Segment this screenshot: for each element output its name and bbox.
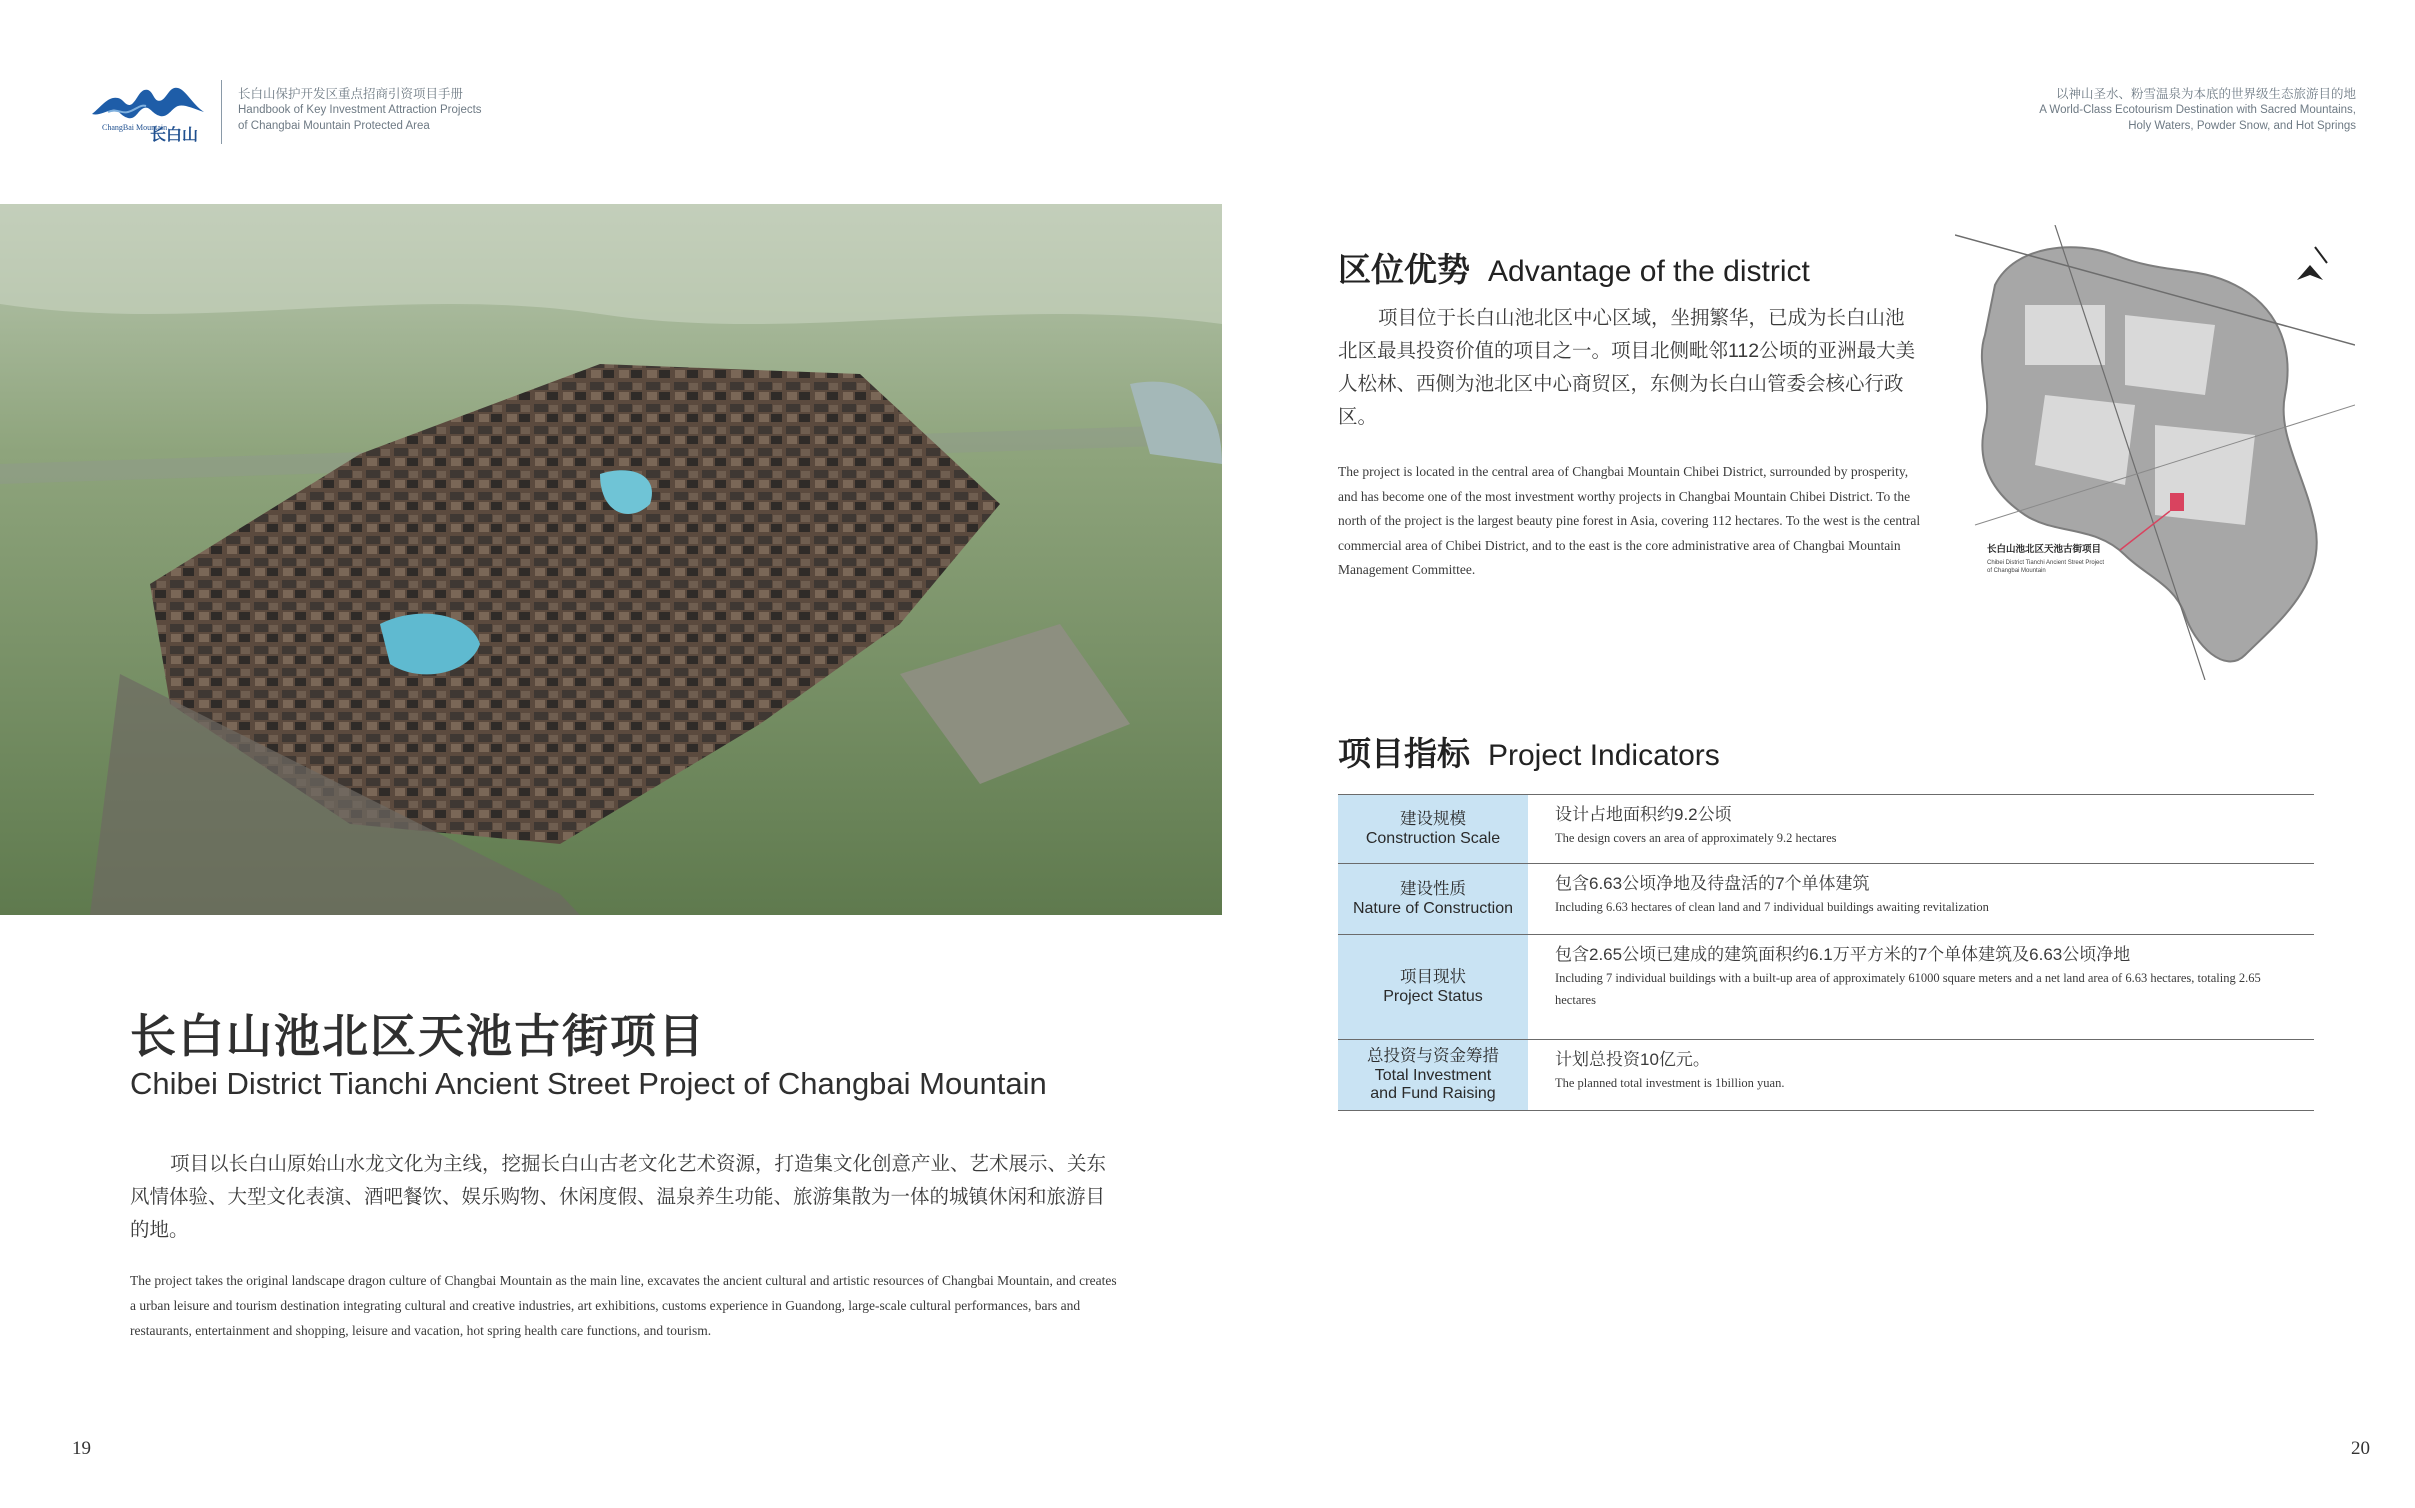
header-divider (221, 80, 222, 144)
indicator-label (1338, 864, 1529, 934)
district-description-cn: 项目位于长白山池北区中心区域，坐拥繁华，已成为长白山池北区最具投资价值的项目之一。项目北侧毗邻112公顷的亚洲最大美人松林、西侧为池北区中心商贸区，东侧为长白山管委会核心行政区。 (1338, 307, 1916, 428)
project-site-marker (2170, 493, 2184, 511)
indicators-heading-cn: 项目指标 (1338, 735, 1470, 772)
indicator-row-project-status (1338, 935, 2314, 1040)
indicator-value-en: Including 7 individual buildings with a built-up area of approximately 61000 square meters and a net land area of 6.63 hectares, totaling 2.65 hectares (1555, 971, 2261, 1007)
indicator-value-en: The design covers an area of approximately 9.2 hectares (1555, 831, 1837, 845)
project-description-en: The project takes the original landscape dragon culture of Changbai Mountain as the main line, excavates the ancient cultural and artistic resources of Changbai Mountain, and creates a urban leisure and tourism destination integrating cultural and creative industries, art exhibitions, customs experience in Guandong, large-scale cultural performances, bars and restaurants, entertainment and shopping, leisure and vacation, hot spring health care functions, and tourism. (130, 1273, 1117, 1338)
indicator-value (1529, 935, 2314, 1039)
indicator-label (1338, 1040, 1529, 1110)
changbai-logo (88, 78, 208, 146)
handbook-title-en-2: of Changbai Mountain Protected Area (238, 120, 430, 132)
north-arrow-icon (2297, 247, 2327, 280)
slogan-en-2: Holy Waters, Powder Snow, and Hot Springs (2128, 120, 2356, 132)
indicator-value-cn: 设计占地面积约9.2公顷 (1555, 805, 1732, 824)
indicator-value-cn: 计划总投资10亿元。 (1555, 1050, 1710, 1069)
indicator-value-cn: 包含6.63公顷净地及待盘活的7个单体建筑 (1555, 874, 1870, 893)
indicator-value-en: Including 6.63 hectares of clean land and 7 individual buildings awaiting revitalization (1555, 900, 1989, 914)
indicator-value-en: The planned total investment is 1billion yuan. (1555, 1076, 1785, 1090)
indicator-label (1338, 935, 1529, 1039)
indicator-label-cn: 建设性质 (1400, 880, 1466, 898)
indicator-row-total-investment (1338, 1040, 2314, 1111)
district-heading-cn: 区位优势 (1338, 251, 1470, 288)
indicators-heading (1338, 728, 1720, 775)
slogan-en-1: A World-Class Ecotourism Destination with Sacred Mountains, (2039, 104, 2356, 116)
map-label-en-1: Chibei District Tianchi Ancient Street Project (1987, 560, 2105, 566)
indicator-value (1529, 864, 2314, 934)
map-label-cn: 长白山池北区天池古街项目 (1987, 544, 2102, 555)
indicator-label-cn: 建设规模 (1400, 810, 1466, 828)
indicator-value-cn: 包含2.65公顷已建成的建筑面积约6.1万平方米的7个单体建筑及6.63公顷净地 (1555, 945, 2131, 964)
district-heading-en: Advantage of the district (1488, 255, 1810, 288)
map-label-en-2: of Changbai Mountain (1987, 568, 2046, 574)
handbook-title-en-1: Handbook of Key Investment Attraction Projects (238, 104, 482, 116)
indicator-label-en: Construction Scale (1365, 830, 1501, 847)
location-map (1955, 225, 2355, 680)
slogan-cn: 以神山圣水、粉雪温泉为本底的世界级生态旅游目的地 (2055, 87, 2356, 101)
indicator-value (1529, 1040, 2314, 1110)
district-description-en: The project is located in the central area of Changbai Mountain Chibei District, surrounded by prosperity, and has become one of the most investment worthy projects in Changbai Mountain Chibei District. To the north of the project is the largest beauty pine forest in Asia, covering 112 hectares. To the west is the central commercial area of Chibei District, and to the east is the core administrative area of Changbai Mountain Management Committee. (1338, 464, 1921, 577)
indicators-heading-en: Project Indicators (1488, 739, 1720, 772)
handbook-title-cn: 长白山保护开发区重点招商引资项目手册 (238, 87, 464, 101)
project-title-en: Chibei District Tianchi Ancient Street Project of Changbai Mountain (130, 1066, 1047, 1101)
aerial-rendering-image (0, 204, 1222, 915)
indicator-label-en: Nature of Construction (1352, 900, 1514, 917)
indicator-label-en: Total Investment and Fund Raising (1370, 1067, 1496, 1102)
destination-slogan (2039, 86, 2356, 134)
project-title-cn: 长白山池北区天池古街项目 (130, 1010, 706, 1062)
handbook-title (238, 86, 482, 134)
indicator-label-cn: 项目现状 (1400, 968, 1466, 986)
indicators-table (1338, 794, 2314, 1111)
indicator-value (1529, 795, 2314, 863)
district-heading (1338, 244, 1810, 291)
indicator-label (1338, 795, 1529, 863)
project-description-cn: 项目以长白山原始山水龙文化为主线，挖掘长白山古老文化艺术资源，打造集文化创意产业、艺术展示、关东风情体验、大型文化表演、酒吧餐饮、娱乐购物、休闲度假、温泉养生功能、旅游集散为一体的城镇休闲和旅游目的地。 (130, 1153, 1107, 1241)
logo-text-en: ChangBai Mountain (102, 123, 168, 132)
indicator-label-cn: 总投资与资金筹措 (1367, 1047, 1499, 1065)
logo-text-cn: 长白山 (150, 125, 199, 144)
page-number-left: 19 (72, 1438, 91, 1459)
indicator-label-en: Project Status (1383, 988, 1483, 1005)
indicator-row-construction-scale (1338, 794, 2314, 864)
indicator-row-nature-of-construction (1338, 864, 2314, 935)
page-number-right: 20 (2351, 1438, 2370, 1459)
